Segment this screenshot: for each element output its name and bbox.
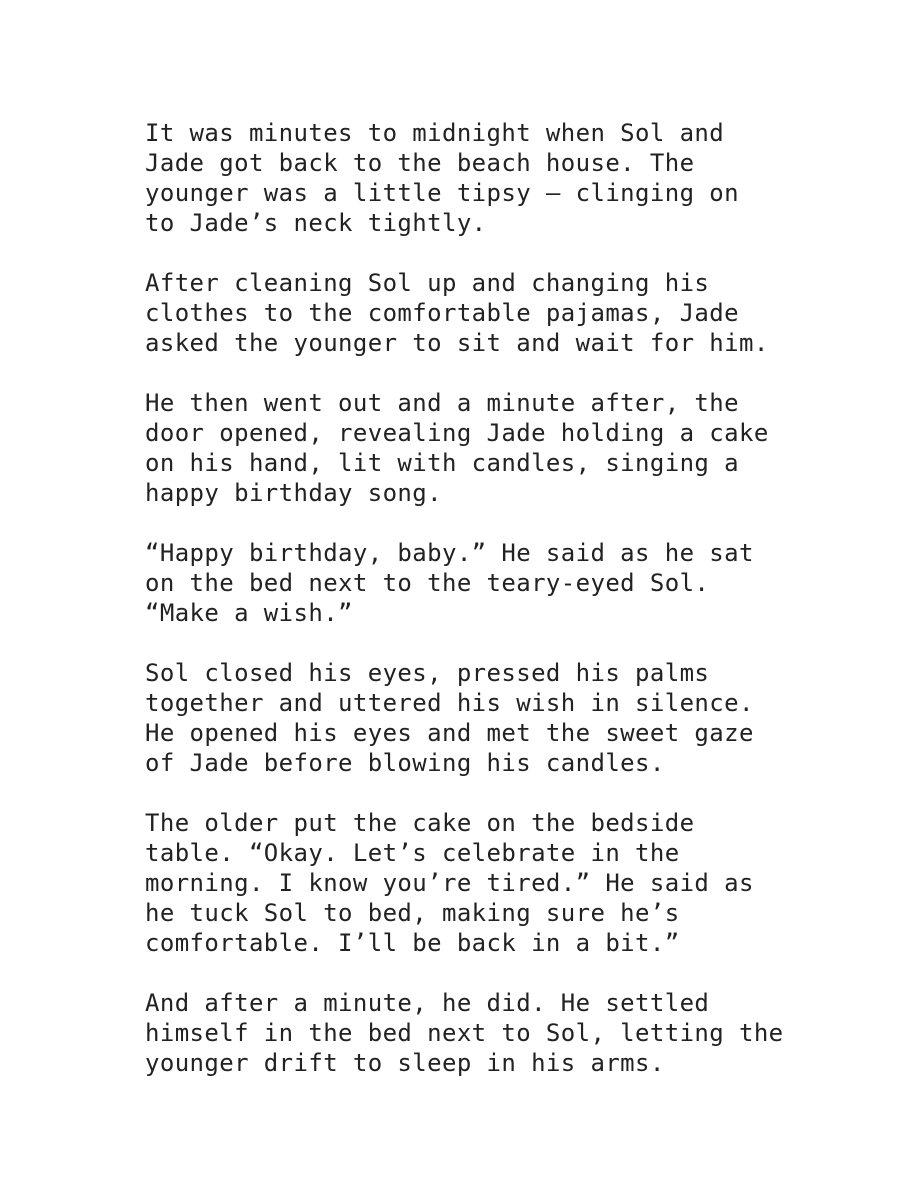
text-line: “Make a wish.” xyxy=(145,599,353,627)
text-line: morning. I know you’re tired.” He said as xyxy=(145,869,754,897)
paragraph-1 xyxy=(145,118,885,238)
text-line: Jade got back to the beach house. The xyxy=(145,149,695,177)
text-line: on his hand, lit with candles, singing a xyxy=(145,449,739,477)
paragraph-4 xyxy=(145,538,885,628)
text-line: happy birthday song. xyxy=(145,479,442,507)
text-line: to Jade’s neck tightly. xyxy=(145,209,487,237)
text-line: Sol closed his eyes, pressed his palms xyxy=(145,659,710,687)
paragraph-7 xyxy=(145,988,885,1078)
paragraph-6 xyxy=(145,808,885,958)
text-line: he tuck Sol to bed, making sure he’s xyxy=(145,899,680,927)
text-line: It was minutes to midnight when Sol and xyxy=(145,119,725,147)
text-line: door opened, revealing Jade holding a cake xyxy=(145,419,769,447)
story-text xyxy=(145,118,885,1108)
text-line: After cleaning Sol up and changing his xyxy=(145,269,710,297)
text-line: younger drift to sleep in his arms. xyxy=(145,1049,665,1077)
text-line: younger was a little tipsy — clinging on xyxy=(145,179,739,207)
paragraph-5 xyxy=(145,658,885,778)
text-line: of Jade before blowing his candles. xyxy=(145,749,665,777)
text-line: himself in the bed next to Sol, letting the xyxy=(145,1019,784,1047)
text-line: clothes to the comfortable pajamas, Jade xyxy=(145,299,739,327)
text-line: asked the younger to sit and wait for him. xyxy=(145,329,769,357)
text-line: together and uttered his wish in silence. xyxy=(145,689,754,717)
text-line: He opened his eyes and met the sweet gaze xyxy=(145,719,754,747)
text-line: “Happy birthday, baby.” He said as he sat xyxy=(145,539,754,567)
paragraph-2 xyxy=(145,268,885,358)
text-line: on the bed next to the teary-eyed Sol. xyxy=(145,569,710,597)
text-line: comfortable. I’ll be back in a bit.” xyxy=(145,929,680,957)
text-line: And after a minute, he did. He settled xyxy=(145,989,710,1017)
text-line: The older put the cake on the bedside xyxy=(145,809,695,837)
text-line: He then went out and a minute after, the xyxy=(145,389,739,417)
text-line: table. “Okay. Let’s celebrate in the xyxy=(145,839,680,867)
paragraph-3 xyxy=(145,388,885,508)
